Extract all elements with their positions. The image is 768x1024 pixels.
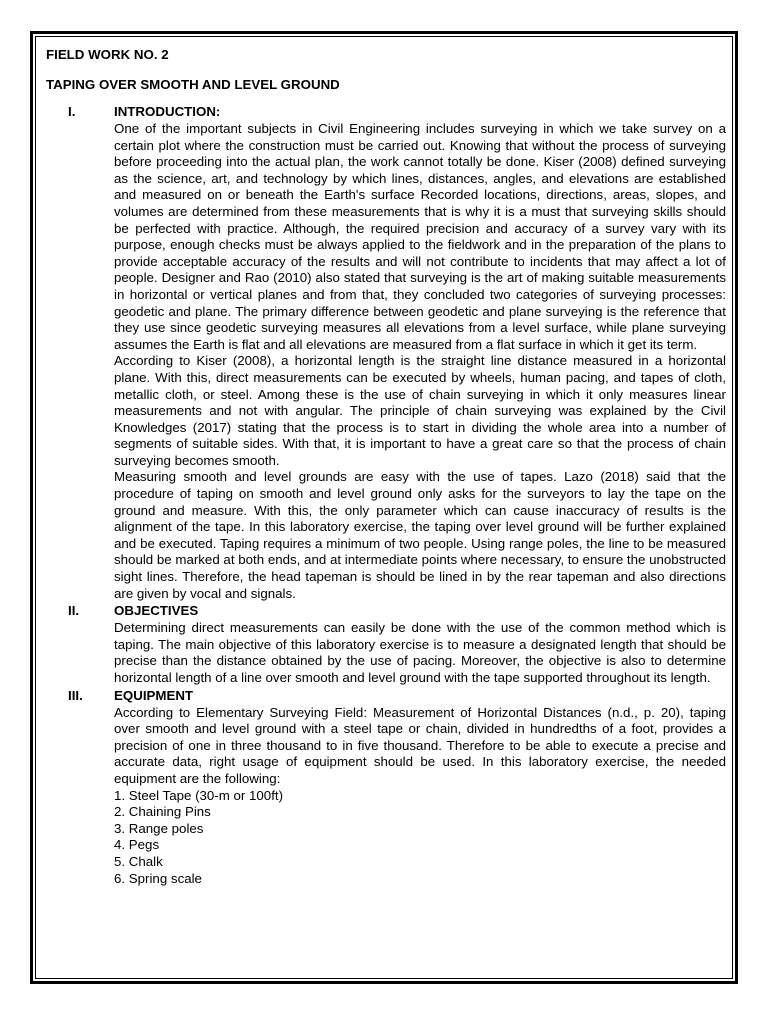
section-title: EQUIPMENT xyxy=(114,687,194,703)
section-number: II. xyxy=(68,603,80,619)
paragraph: Measuring smooth and level grounds are easy with the use of tapes. Lazo (2018) said that the procedure of taping on smooth and level ground only asks for the surveyors to lay the tape on the ground and measure. With this, the only parameter which can cause inaccuracy of results is the alignment of the tape. In this laboratory exercise, the taping over level ground will be further explained and be executed. Taping requires a minimum of two people. Using range poles, the line to be measured should be marked at both ends, and at intermediate points where necessary, to ensure the unobstructed sight lines. Therefore, the head tapeman is should be lined in by the rear tapeman and also directions are given by vocal and signals. xyxy=(114,469,726,601)
section-objectives xyxy=(46,602,726,686)
section-number: I. xyxy=(68,104,76,119)
document-body xyxy=(46,44,726,887)
section-number: III. xyxy=(68,687,83,703)
section-body xyxy=(114,620,726,686)
paragraph: According to Kiser (2008), a horizontal length is the straight line distance measured in a horizontal plane. With this, direct measurements can be executed by wheels, human pacing, and tapes of cloth, metallic cloth, or steel. Among these is the use of chain surveying in which it only measures linear measurements and not with angular. The principle of chain surveying was explained by the Civil Knowledges (2017) stating that the process is to start in dividing the whole area into a number of segments of suitable sides. With that, it is important to have a great care so that the process of chain surveying becomes smooth. xyxy=(114,353,726,468)
paragraph: Determining direct measurements can easily be done with the use of the common method which is taping. The main objective of this laboratory exercise is to measure a designated length that should be precise than the distance obtained by the use of pacing. Moreover, the objective is also to determine horizontal length of a line over smooth and level ground with the tape supported throughout its length. xyxy=(114,620,726,685)
section-equipment xyxy=(46,687,726,888)
list-item: 4. Pegs xyxy=(114,837,160,853)
list-item: 5. Chalk xyxy=(114,853,163,869)
equipment-list xyxy=(114,788,726,888)
section-title: OBJECTIVES xyxy=(114,603,199,619)
list-item: 1. Steel Tape (30-m or 100ft) xyxy=(114,787,284,803)
section-introduction xyxy=(46,103,726,602)
paragraph: According to Elementary Surveying Field: Measurement of Horizontal Distances (n.d., p. 20), taping over smooth and level ground with a steel tape or chain, divided in hundredths of a foot, provides a precision of one in three thousand to in five thousand. Therefore to be able to execute a precise and accurate data, right usage of equipment should be used. In this laboratory exercise, the needed equipment are the following: xyxy=(114,704,726,786)
section-body xyxy=(114,705,726,888)
topic-title: TAPING OVER SMOOTH AND LEVEL GROUND xyxy=(46,77,340,92)
list-item: 3. Range poles xyxy=(114,820,204,836)
fieldwork-title: FIELD WORK NO. 2 xyxy=(46,47,169,62)
list-item: 2. Chaining Pins xyxy=(114,804,211,820)
paragraph: One of the important subjects in Civil Engineering includes surveying in which we take survey on a certain plot where the construction must be carried out. Knowing that without the process of surveying before proceeding into the actual plan, the work cannot totally be done. Kiser (2008) defined surveying as the science, art, and technology by which lines, distances, angles, and elevations are established and measured on or beneath the Earth's surface Recorded locations, directions, areas, slopes, and volumes are determined from these measurements that is why it is a must that surveying skills should be perfected with practice. Although, the required precision and accuracy of a survey vary with its purpose, enough checks must be always applied to the fieldwork and in the preparation of the plans to provide acceptable accuracy of the results and will not contribute to incidents that may affect a lot of people. Designer and Rao (2010) also stated that surveying is the art of making suitable measurements in horizontal or vertical planes and from that, they concluded two categories of surveying processes: geodetic and plane. The primary difference between geodetic and plane surveying is the reference that they use since geodetic surveying measures all elevations from a level surface, while plane surveying assumes the Earth is flat and all elevations are measured from a flat surface in which it get its term. xyxy=(114,121,726,352)
section-body xyxy=(114,121,726,602)
section-title: INTRODUCTION: xyxy=(114,104,221,119)
list-item: 6. Spring scale xyxy=(114,870,202,886)
